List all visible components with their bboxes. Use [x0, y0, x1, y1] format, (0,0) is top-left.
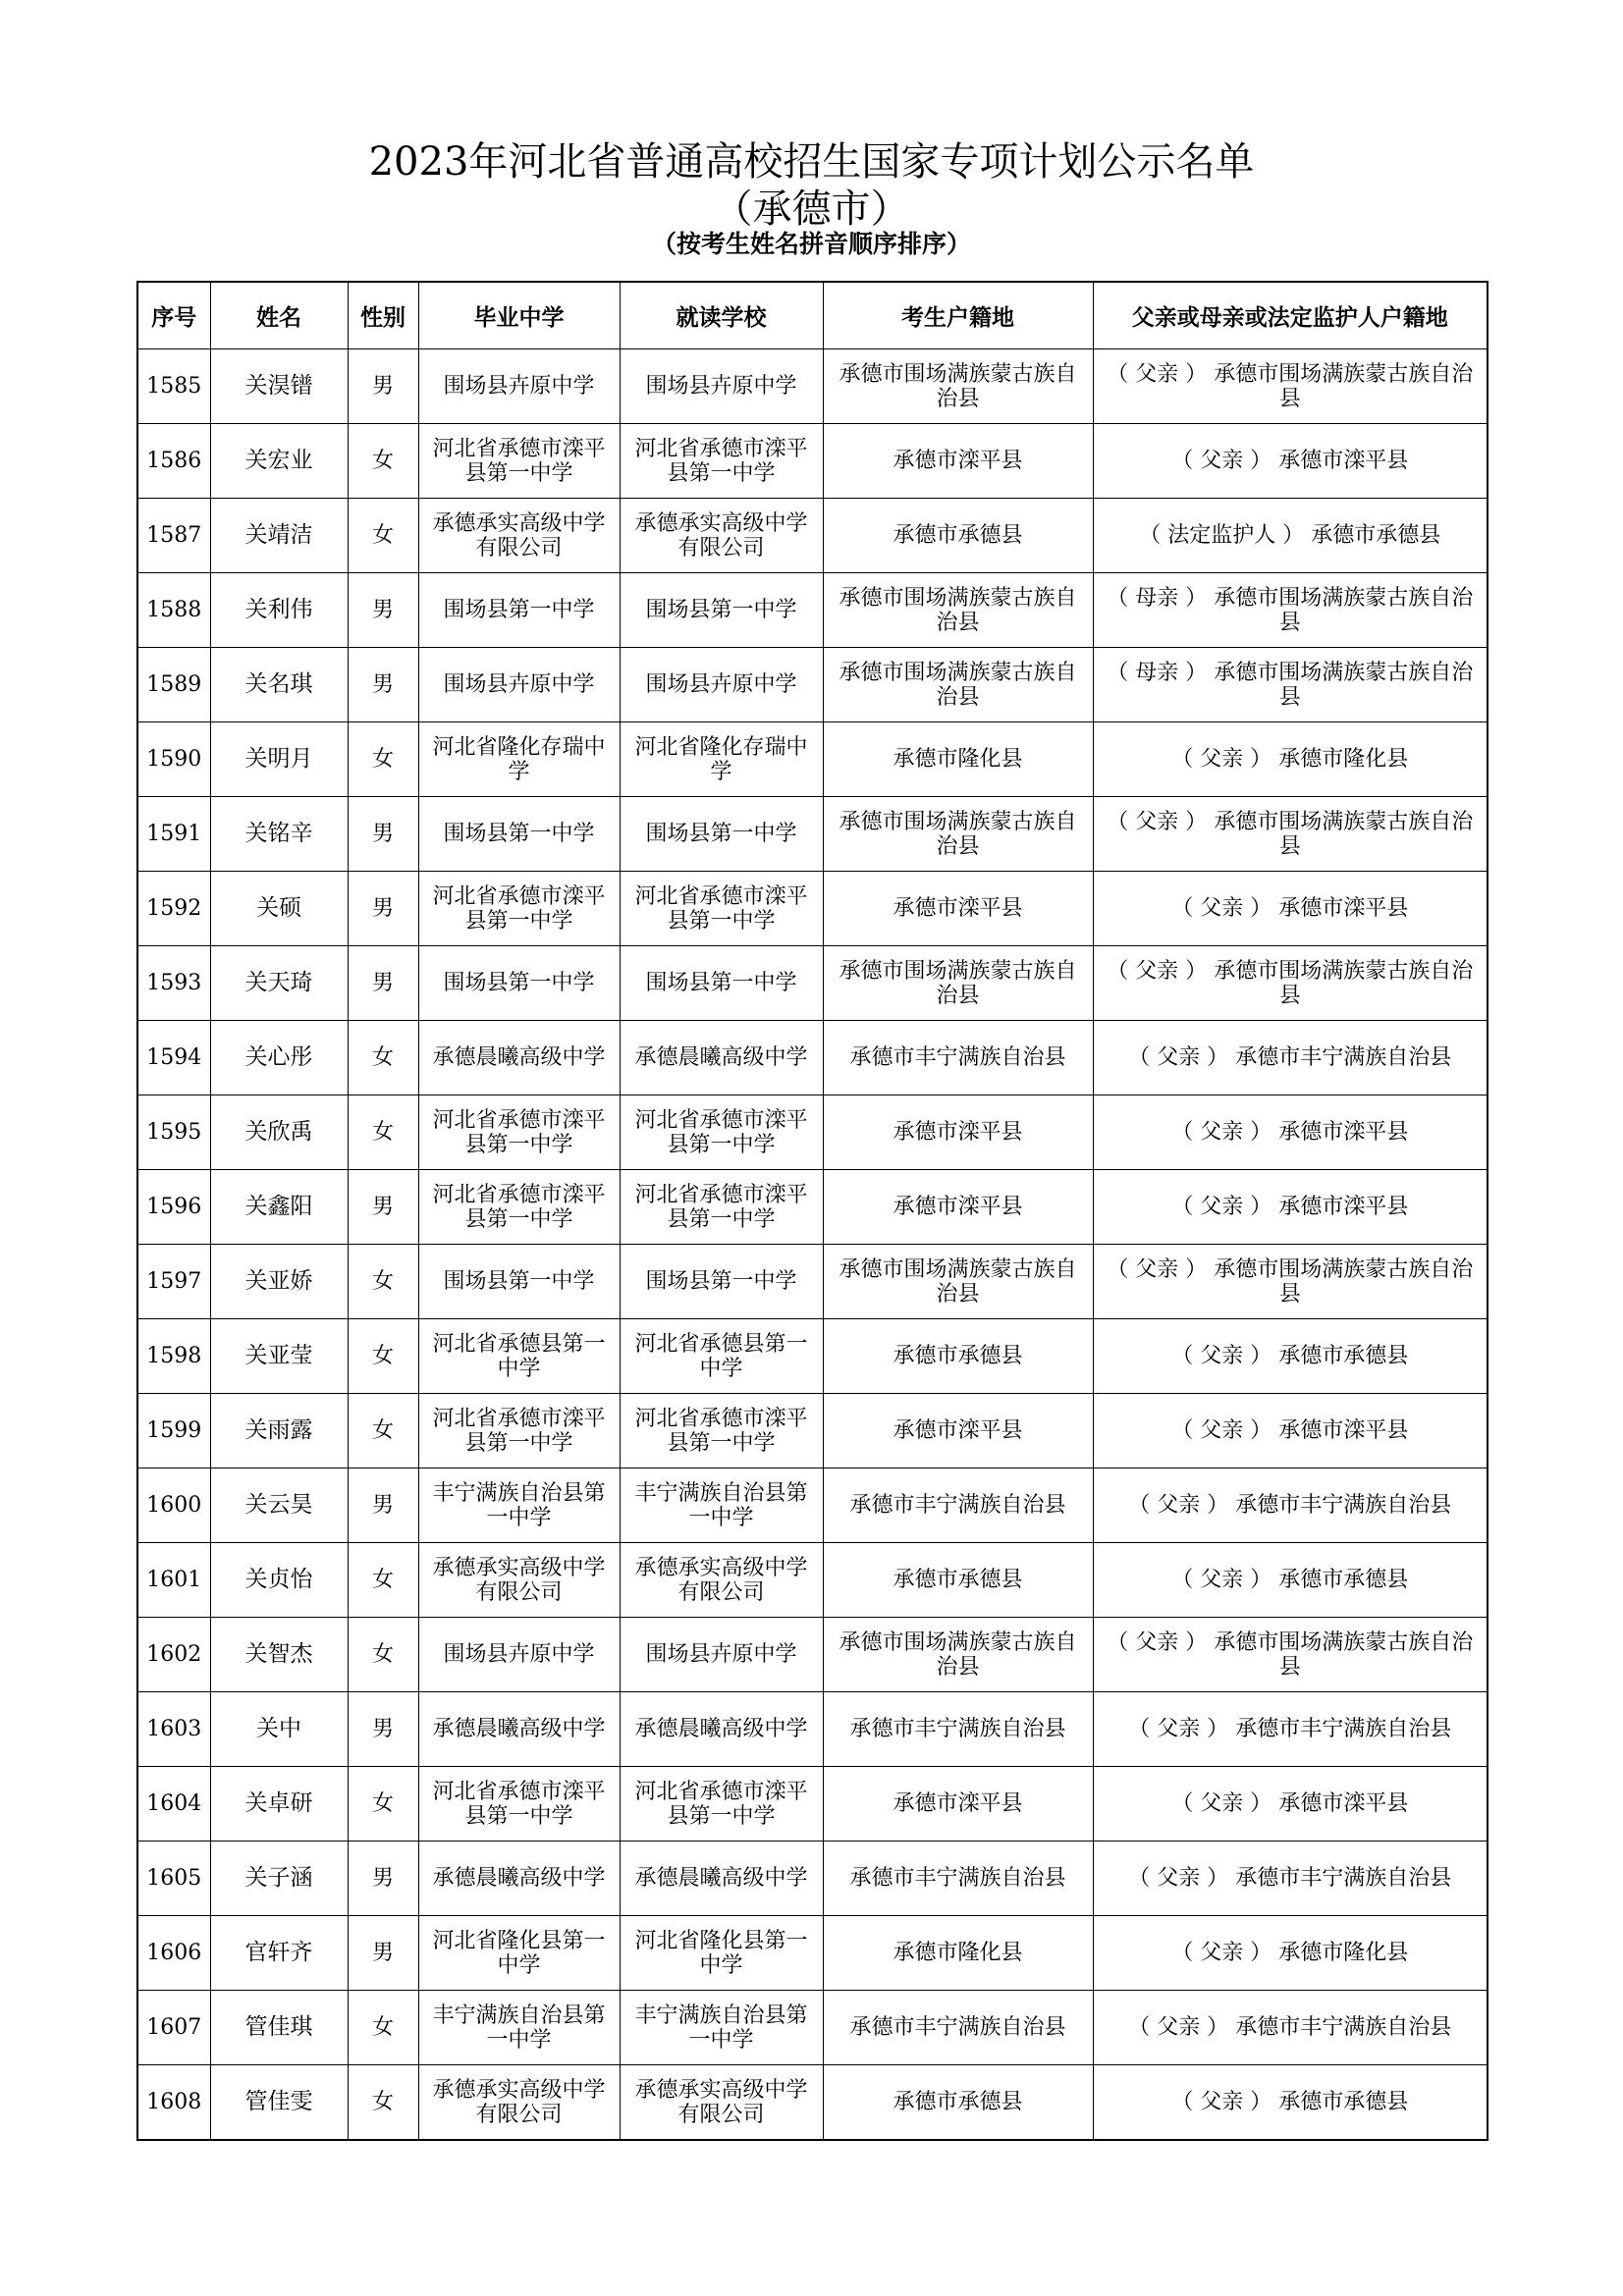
header-row [137, 282, 1488, 349]
gender-cell: 男 [348, 1170, 418, 1245]
gender-cell: 男 [348, 872, 418, 946]
document-title: 2023年河北省普通高校招生国家专项计划公示名单 [368, 139, 1255, 185]
seq-cell: 1605 [137, 1842, 210, 1916]
name-cell: 关天琦 [210, 946, 348, 1021]
gender-cell: 男 [348, 1916, 418, 1991]
table-row [137, 424, 1488, 499]
graduation-school-cell: 承德承实高级中学有限公司 [418, 1543, 620, 1618]
gender-cell: 男 [348, 946, 418, 1021]
name-cell: 管佳雯 [210, 2065, 348, 2141]
gender-cell: 女 [348, 1543, 418, 1618]
guardian-registration-cell: （ 父亲 ） 承德市承德县 [1093, 1543, 1488, 1618]
graduation-school-cell: 围场县卉原中学 [418, 349, 620, 424]
current-school-cell: 围场县第一中学 [620, 1245, 823, 1319]
current-school-cell: 围场县第一中学 [620, 573, 823, 648]
student-registration-cell: 承德市丰宁满族自治县 [823, 1991, 1093, 2065]
guardian-registration-cell: （ 父亲 ） 承德市隆化县 [1093, 1916, 1488, 1991]
graduation-school-cell: 承德承实高级中学有限公司 [418, 499, 620, 573]
name-cell: 关智杰 [210, 1618, 348, 1692]
seq-cell: 1602 [137, 1618, 210, 1692]
gender-cell: 女 [348, 722, 418, 797]
seq-cell: 1597 [137, 1245, 210, 1319]
name-cell: 关亚莹 [210, 1319, 348, 1394]
current-school-cell: 河北省承德市滦平县第一中学 [620, 1767, 823, 1842]
name-cell: 关贞怡 [210, 1543, 348, 1618]
seq-cell: 1607 [137, 1991, 210, 2065]
guardian-registration-cell: （ 父亲 ） 承德市围场满族蒙古族自治县 [1093, 349, 1488, 424]
student-registration-cell: 承德市滦平县 [823, 1394, 1093, 1468]
table-row [137, 1021, 1488, 1095]
seq-cell: 1590 [137, 722, 210, 797]
current-school-cell: 丰宁满族自治县第一中学 [620, 1468, 823, 1543]
guardian-registration-cell: （ 父亲 ） 承德市承德县 [1093, 2065, 1488, 2141]
student-registration-cell: 承德市滦平县 [823, 424, 1093, 499]
guardian-registration-cell: （ 父亲 ） 承德市隆化县 [1093, 722, 1488, 797]
seq-cell: 1601 [137, 1543, 210, 1618]
student-registration-cell: 承德市滦平县 [823, 1170, 1093, 1245]
student-registration-cell: 承德市围场满族蒙古族自治县 [823, 797, 1093, 872]
name-cell: 关宏业 [210, 424, 348, 499]
seq-cell: 1592 [137, 872, 210, 946]
name-cell: 关明月 [210, 722, 348, 797]
gender-cell: 男 [348, 648, 418, 722]
sort-note: （按考生姓名拼音顺序排序） [651, 230, 971, 258]
table-row [137, 1618, 1488, 1692]
name-cell: 关鑫阳 [210, 1170, 348, 1245]
name-cell: 关淏镨 [210, 349, 348, 424]
student-registration-cell: 承德市滦平县 [823, 1095, 1093, 1170]
guardian-registration-cell: （ 父亲 ） 承德市丰宁满族自治县 [1093, 1692, 1488, 1767]
graduation-school-cell: 承德晨曦高级中学 [418, 1842, 620, 1916]
graduation-school-cell: 河北省承德市滦平县第一中学 [418, 1170, 620, 1245]
student-registration-cell: 承德市隆化县 [823, 1916, 1093, 1991]
current-school-cell: 河北省承德市滦平县第一中学 [620, 1170, 823, 1245]
student-registration-cell: 承德市围场满族蒙古族自治县 [823, 648, 1093, 722]
graduation-school-cell: 围场县第一中学 [418, 573, 620, 648]
current-school-cell: 河北省承德市滦平县第一中学 [620, 1095, 823, 1170]
gender-cell: 女 [348, 1095, 418, 1170]
table-row [137, 1916, 1488, 1991]
gender-cell: 女 [348, 499, 418, 573]
seq-cell: 1589 [137, 648, 210, 722]
student-registration-cell: 承德市承德县 [823, 1543, 1093, 1618]
student-registration-cell: 承德市丰宁满族自治县 [823, 1842, 1093, 1916]
seq-cell: 1599 [137, 1394, 210, 1468]
graduation-school-cell: 承德晨曦高级中学 [418, 1021, 620, 1095]
table-row [137, 1245, 1488, 1319]
graduation-school-cell: 河北省承德县第一中学 [418, 1319, 620, 1394]
name-cell: 关利伟 [210, 573, 348, 648]
seq-cell: 1593 [137, 946, 210, 1021]
gender-cell: 男 [348, 1842, 418, 1916]
table-row [137, 1692, 1488, 1767]
graduation-school-cell: 丰宁满族自治县第一中学 [418, 1468, 620, 1543]
guardian-registration-cell: （ 母亲 ） 承德市围场满族蒙古族自治县 [1093, 648, 1488, 722]
current-school-cell: 承德承实高级中学有限公司 [620, 1543, 823, 1618]
name-cell: 关子涵 [210, 1842, 348, 1916]
seq-cell: 1603 [137, 1692, 210, 1767]
guardian-registration-cell: （ 父亲 ） 承德市滦平县 [1093, 1767, 1488, 1842]
graduation-school-cell: 河北省承德市滦平县第一中学 [418, 424, 620, 499]
table-row [137, 946, 1488, 1021]
gender-cell: 女 [348, 1394, 418, 1468]
graduation-school-cell: 围场县第一中学 [418, 797, 620, 872]
name-cell: 关心彤 [210, 1021, 348, 1095]
student-registration-cell: 承德市围场满族蒙古族自治县 [823, 1618, 1093, 1692]
gender-cell: 女 [348, 1618, 418, 1692]
name-cell: 官轩齐 [210, 1916, 348, 1991]
current-school-cell: 围场县第一中学 [620, 797, 823, 872]
current-school-cell: 河北省承德县第一中学 [620, 1319, 823, 1394]
current-school-cell: 承德晨曦高级中学 [620, 1842, 823, 1916]
gender-cell: 女 [348, 424, 418, 499]
name-cell: 关中 [210, 1692, 348, 1767]
seq-cell: 1588 [137, 573, 210, 648]
gender-cell: 女 [348, 1245, 418, 1319]
gender-cell: 男 [348, 1692, 418, 1767]
current-school-cell: 围场县卉原中学 [620, 648, 823, 722]
roster-table [136, 281, 1488, 2141]
graduation-school-cell: 承德承实高级中学有限公司 [418, 2065, 620, 2141]
header-student-registration: 考生户籍地 [823, 282, 1093, 349]
graduation-school-cell: 围场县第一中学 [418, 946, 620, 1021]
seq-cell: 1596 [137, 1170, 210, 1245]
seq-cell: 1591 [137, 797, 210, 872]
seq-cell: 1606 [137, 1916, 210, 1991]
name-cell: 关铭辛 [210, 797, 348, 872]
header-guardian-registration: 父亲或母亲或法定监护人户籍地 [1093, 282, 1488, 349]
current-school-cell: 河北省承德市滦平县第一中学 [620, 424, 823, 499]
guardian-registration-cell: （ 父亲 ） 承德市滦平县 [1093, 1170, 1488, 1245]
guardian-registration-cell: （ 父亲 ） 承德市滦平县 [1093, 1394, 1488, 1468]
guardian-registration-cell: （ 父亲 ） 承德市围场满族蒙古族自治县 [1093, 1245, 1488, 1319]
header-current-school: 就读学校 [620, 282, 823, 349]
gender-cell: 女 [348, 1991, 418, 2065]
graduation-school-cell: 河北省承德市滦平县第一中学 [418, 1767, 620, 1842]
guardian-registration-cell: （ 父亲 ） 承德市承德县 [1093, 1319, 1488, 1394]
student-registration-cell: 承德市承德县 [823, 2065, 1093, 2141]
graduation-school-cell: 河北省承德市滦平县第一中学 [418, 872, 620, 946]
student-registration-cell: 承德市围场满族蒙古族自治县 [823, 349, 1093, 424]
graduation-school-cell: 承德晨曦高级中学 [418, 1692, 620, 1767]
current-school-cell: 河北省承德市滦平县第一中学 [620, 1394, 823, 1468]
gender-cell: 女 [348, 1021, 418, 1095]
name-cell: 关硕 [210, 872, 348, 946]
gender-cell: 女 [348, 2065, 418, 2141]
table-row [137, 1991, 1488, 2065]
guardian-registration-cell: （ 法定监护人 ） 承德市承德县 [1093, 499, 1488, 573]
seq-cell: 1600 [137, 1468, 210, 1543]
current-school-cell: 承德晨曦高级中学 [620, 1692, 823, 1767]
name-cell: 管佳琪 [210, 1991, 348, 2065]
name-cell: 关卓研 [210, 1767, 348, 1842]
name-cell: 关雨露 [210, 1394, 348, 1468]
gender-cell: 男 [348, 1468, 418, 1543]
graduation-school-cell: 围场县卉原中学 [418, 648, 620, 722]
guardian-registration-cell: （ 父亲 ） 承德市滦平县 [1093, 872, 1488, 946]
name-cell: 关云昊 [210, 1468, 348, 1543]
seq-cell: 1585 [137, 349, 210, 424]
graduation-school-cell: 河北省隆化存瑞中学 [418, 722, 620, 797]
current-school-cell: 河北省隆化存瑞中学 [620, 722, 823, 797]
table-row [137, 1543, 1488, 1618]
table-row [137, 1170, 1488, 1245]
student-registration-cell: 承德市承德县 [823, 499, 1093, 573]
student-registration-cell: 承德市滦平县 [823, 1767, 1093, 1842]
table-row [137, 1767, 1488, 1842]
name-cell: 关名琪 [210, 648, 348, 722]
guardian-registration-cell: （ 父亲 ） 承德市丰宁满族自治县 [1093, 1468, 1488, 1543]
guardian-registration-cell: （ 父亲 ） 承德市滦平县 [1093, 424, 1488, 499]
student-registration-cell: 承德市丰宁满族自治县 [823, 1692, 1093, 1767]
gender-cell: 女 [348, 1767, 418, 1842]
current-school-cell: 丰宁满族自治县第一中学 [620, 1991, 823, 2065]
graduation-school-cell: 围场县卉原中学 [418, 1618, 620, 1692]
graduation-school-cell: 河北省承德市滦平县第一中学 [418, 1394, 620, 1468]
name-cell: 关靖洁 [210, 499, 348, 573]
name-cell: 关亚娇 [210, 1245, 348, 1319]
table-row [137, 1842, 1488, 1916]
header-seq: 序号 [137, 282, 210, 349]
seq-cell: 1598 [137, 1319, 210, 1394]
table-row [137, 872, 1488, 946]
student-registration-cell: 承德市承德县 [823, 1319, 1093, 1394]
header-name: 姓名 [210, 282, 348, 349]
graduation-school-cell: 河北省承德市滦平县第一中学 [418, 1095, 620, 1170]
gender-cell: 男 [348, 797, 418, 872]
guardian-registration-cell: （ 母亲 ） 承德市围场满族蒙古族自治县 [1093, 573, 1488, 648]
current-school-cell: 围场县卉原中学 [620, 349, 823, 424]
document-subtitle: （承德市） [713, 187, 910, 232]
header-gender: 性别 [348, 282, 418, 349]
current-school-cell: 河北省承德市滦平县第一中学 [620, 872, 823, 946]
table-row [137, 797, 1488, 872]
graduation-school-cell: 河北省隆化县第一中学 [418, 1916, 620, 1991]
table-row [137, 1319, 1488, 1394]
seq-cell: 1587 [137, 499, 210, 573]
seq-cell: 1604 [137, 1767, 210, 1842]
seq-cell: 1595 [137, 1095, 210, 1170]
guardian-registration-cell: （ 父亲 ） 承德市围场满族蒙古族自治县 [1093, 797, 1488, 872]
seq-cell: 1608 [137, 2065, 210, 2141]
table-row [137, 573, 1488, 648]
gender-cell: 男 [348, 349, 418, 424]
table-row [137, 1394, 1488, 1468]
table-row [137, 722, 1488, 797]
guardian-registration-cell: （ 父亲 ） 承德市丰宁满族自治县 [1093, 1021, 1488, 1095]
current-school-cell: 围场县卉原中学 [620, 1618, 823, 1692]
table-row [137, 499, 1488, 573]
current-school-cell: 河北省隆化县第一中学 [620, 1916, 823, 1991]
roster-body [137, 349, 1488, 2141]
graduation-school-cell: 丰宁满族自治县第一中学 [418, 1991, 620, 2065]
student-registration-cell: 承德市丰宁满族自治县 [823, 1021, 1093, 1095]
table-row [137, 1095, 1488, 1170]
table-row [137, 349, 1488, 424]
student-registration-cell: 承德市围场满族蒙古族自治县 [823, 1245, 1093, 1319]
student-registration-cell: 承德市隆化县 [823, 722, 1093, 797]
current-school-cell: 承德承实高级中学有限公司 [620, 499, 823, 573]
guardian-registration-cell: （ 父亲 ） 承德市围场满族蒙古族自治县 [1093, 1618, 1488, 1692]
guardian-registration-cell: （ 父亲 ） 承德市丰宁满族自治县 [1093, 1842, 1488, 1916]
student-registration-cell: 承德市围场满族蒙古族自治县 [823, 946, 1093, 1021]
seq-cell: 1586 [137, 424, 210, 499]
student-registration-cell: 承德市滦平县 [823, 872, 1093, 946]
table-row [137, 648, 1488, 722]
seq-cell: 1594 [137, 1021, 210, 1095]
guardian-registration-cell: （ 父亲 ） 承德市围场满族蒙古族自治县 [1093, 946, 1488, 1021]
gender-cell: 女 [348, 1319, 418, 1394]
current-school-cell: 围场县第一中学 [620, 946, 823, 1021]
name-cell: 关欣禹 [210, 1095, 348, 1170]
table-row [137, 2065, 1488, 2141]
header-graduation-school: 毕业中学 [418, 282, 620, 349]
graduation-school-cell: 围场县第一中学 [418, 1245, 620, 1319]
guardian-registration-cell: （ 父亲 ） 承德市丰宁满族自治县 [1093, 1991, 1488, 2065]
current-school-cell: 承德承实高级中学有限公司 [620, 2065, 823, 2141]
student-registration-cell: 承德市丰宁满族自治县 [823, 1468, 1093, 1543]
current-school-cell: 承德晨曦高级中学 [620, 1021, 823, 1095]
student-registration-cell: 承德市围场满族蒙古族自治县 [823, 573, 1093, 648]
table-row [137, 1468, 1488, 1543]
guardian-registration-cell: （ 父亲 ） 承德市滦平县 [1093, 1095, 1488, 1170]
gender-cell: 男 [348, 573, 418, 648]
